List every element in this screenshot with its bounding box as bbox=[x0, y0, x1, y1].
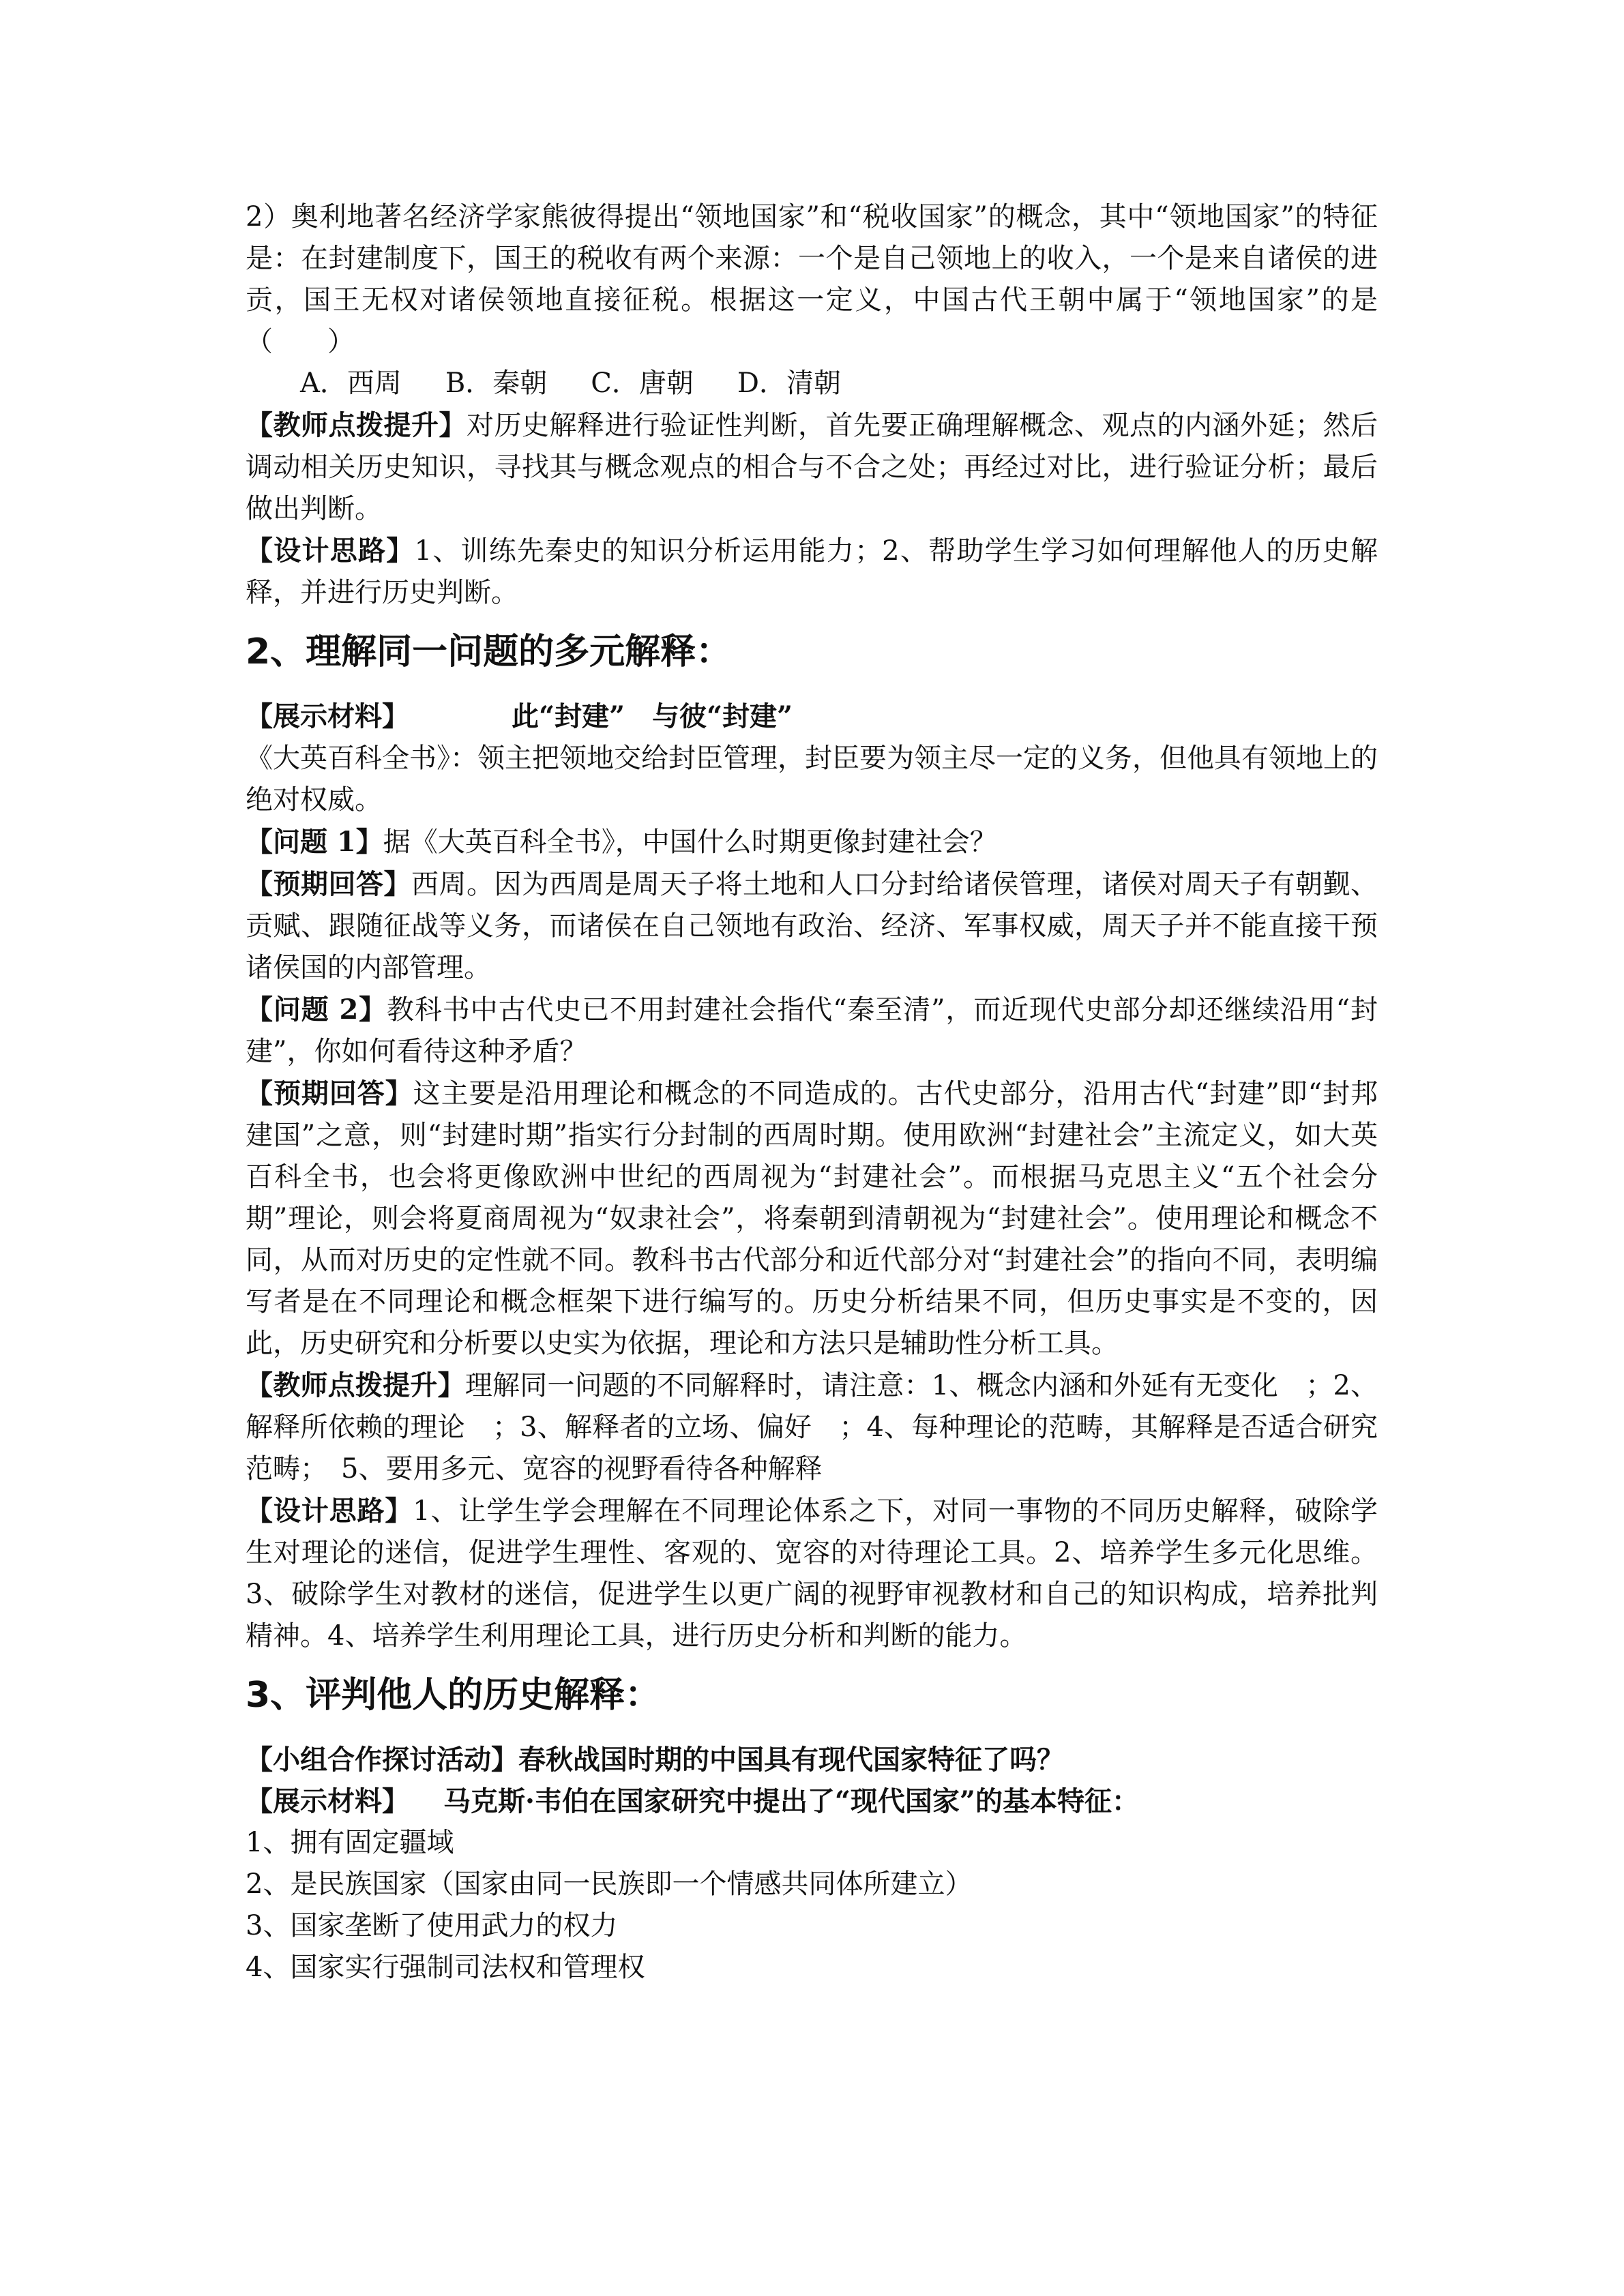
list-item: 4、国家实行强制司法权和管理权 bbox=[246, 1952, 645, 1983]
material-text: 《大英百科全书》：领主把领地交给封臣管理，封臣要为领主尽一定的义务，但他具有领地上的绝对权威。 bbox=[246, 743, 1378, 816]
document-page bbox=[246, 196, 1378, 1988]
answer-2-label: 【预期回答】 bbox=[246, 1077, 413, 1109]
material-2-label: 【展示材料】 bbox=[246, 1785, 409, 1817]
list-item: 2、是民族国家（国家由同一民族即一个情感共同体所建立） bbox=[246, 1868, 973, 1900]
section-3-heading: 3、评判他人的历史解释： bbox=[246, 1675, 661, 1716]
answer-2-paragraph bbox=[246, 1073, 1378, 1365]
design-idea-text: 1、训练先秦史的知识分析运用能力；2、帮助学生学习如何理解他人的历史解释，并进行历史判断。 bbox=[246, 535, 1378, 608]
group-activity: 【小组合作探讨活动】春秋战国时期的中国具有现代国家特征了吗？ bbox=[246, 1744, 1064, 1776]
answer-1-paragraph bbox=[246, 863, 1378, 989]
question-2-text: 2）奥利地著名经济学家熊彼得提出“领地国家”和“税收国家”的概念，其中“领地国家”的特征是：在封建制度下，国王的税收有两个来源：一个是自己领地上的收入，一个是来自诸侯的进贡，国王无权对诸侯领地直接征税。根据这一定义，中国古代王朝中属于“领地国家”的是（ ） bbox=[246, 201, 1378, 357]
material-2-line bbox=[246, 1780, 1378, 1822]
design-idea-2-text: 1、让学生学会理解在不同理论体系之下，对同一事物的不同历史解释，破除学生对理论的迷信，促进学生理性、客观的、宽容的对待理论工具。2、培养学生多元化思维。3、破除学生对教材的迷信，促进学生以更广阔的视野审视教材和自己的知识构成，培养批判精神。4、培养学生利用理论工具，进行历史分析和判断的能力。 bbox=[246, 1495, 1378, 1652]
design-idea-label: 【设计思路】 bbox=[246, 535, 415, 567]
option-a: A．西周 bbox=[300, 368, 402, 399]
answer-2-text: 这主要是沿用理论和概念的不同造成的。古代史部分，沿用古代“封建”即“封邦建国”之意，则“封建时期”指实行分封制的西周时期。使用欧洲“封建社会”主流定义，如大英百科全书，也会将更像欧洲中世纪的西周视为“封建社会”。而根据马克思主义“五个社会分期”理论，则会将夏商周视为“奴隶社会”，将秦朝到清朝视为“封建社会”。使用理论和概念不同，从而对历史的定性就不同。教科书古代部分和近代部分对“封建社会”的指向不同，表明编写者是在不同理论和概念框架下进行编写的。历史分析结果不同，但历史事实是不变的，因此，历史研究和分析要以史实为依据，理论和方法只是辅助性分析工具。 bbox=[246, 1078, 1378, 1359]
material-title-line bbox=[246, 696, 1378, 738]
material-2-text: 马克斯·韦伯在国家研究中提出了“现代国家”的基本特征： bbox=[443, 1785, 1139, 1817]
teacher-tip-2-paragraph bbox=[246, 1365, 1378, 1490]
material-title: 此“封建” 与彼“封建” bbox=[512, 700, 793, 732]
teacher-tip-2-label: 【教师点拨提升】 bbox=[246, 1369, 465, 1401]
option-d: D．清朝 bbox=[737, 368, 841, 399]
section-2-heading: 2、理解同一问题的多元解释： bbox=[246, 631, 732, 672]
teacher-tip-2-text: 理解同一问题的不同解释时，请注意：1、概念内涵和外延有无变化 ；2、解释所依赖的理论 ；3、解释者的立场、偏好 ；4、每种理论的范畴，其解释是否适合研究范畴； 5、要用多元、宽容的视野看待各种解释 bbox=[246, 1370, 1378, 1485]
answer-options bbox=[246, 363, 1378, 404]
material-label: 【展示材料】 bbox=[246, 700, 409, 732]
design-idea-paragraph bbox=[246, 530, 1378, 614]
question-2b-label: 【问题 2】 bbox=[246, 994, 387, 1026]
teacher-tip-label: 【教师点拨提升】 bbox=[246, 409, 467, 441]
question-2b-paragraph bbox=[246, 989, 1378, 1073]
design-idea-2-paragraph bbox=[246, 1490, 1378, 1657]
answer-1-text: 西周。因为西周是周天子将土地和人口分封给诸侯管理，诸侯对周天子有朝觐、贡赋、跟随征战等义务，而诸侯在自己领地有政治、经济、军事权威，周天子并不能直接干预诸侯国的内部管理。 bbox=[246, 869, 1378, 983]
design-idea-2-label: 【设计思路】 bbox=[246, 1495, 413, 1527]
answer-1-label: 【预期回答】 bbox=[246, 868, 411, 900]
question-1-paragraph bbox=[246, 821, 1378, 863]
question-2b-text: 教科书中古代史已不用封建社会指代“秦至清”，而近现代史部分却还继续沿用“封建”，你如何看待这种矛盾？ bbox=[246, 994, 1378, 1067]
option-b: B．秦朝 bbox=[445, 368, 548, 399]
teacher-tip-paragraph bbox=[246, 404, 1378, 530]
option-c: C．唐朝 bbox=[591, 368, 694, 399]
question-1-text: 据《大英百科全书》，中国什么时期更像封建社会？ bbox=[383, 826, 997, 858]
teacher-tip-text: 对历史解释进行验证性判断，首先要正确理解概念、观点的内涵外延；然后调动相关历史知识，寻找其与概念观点的相合与不合之处；再经过对比，进行验证分析；最后做出判断。 bbox=[246, 410, 1378, 524]
question-1-label: 【问题 1】 bbox=[246, 826, 383, 858]
list-item: 3、国家垄断了使用武力的权力 bbox=[246, 1910, 618, 1941]
list-item: 1、拥有固定疆域 bbox=[246, 1827, 454, 1858]
